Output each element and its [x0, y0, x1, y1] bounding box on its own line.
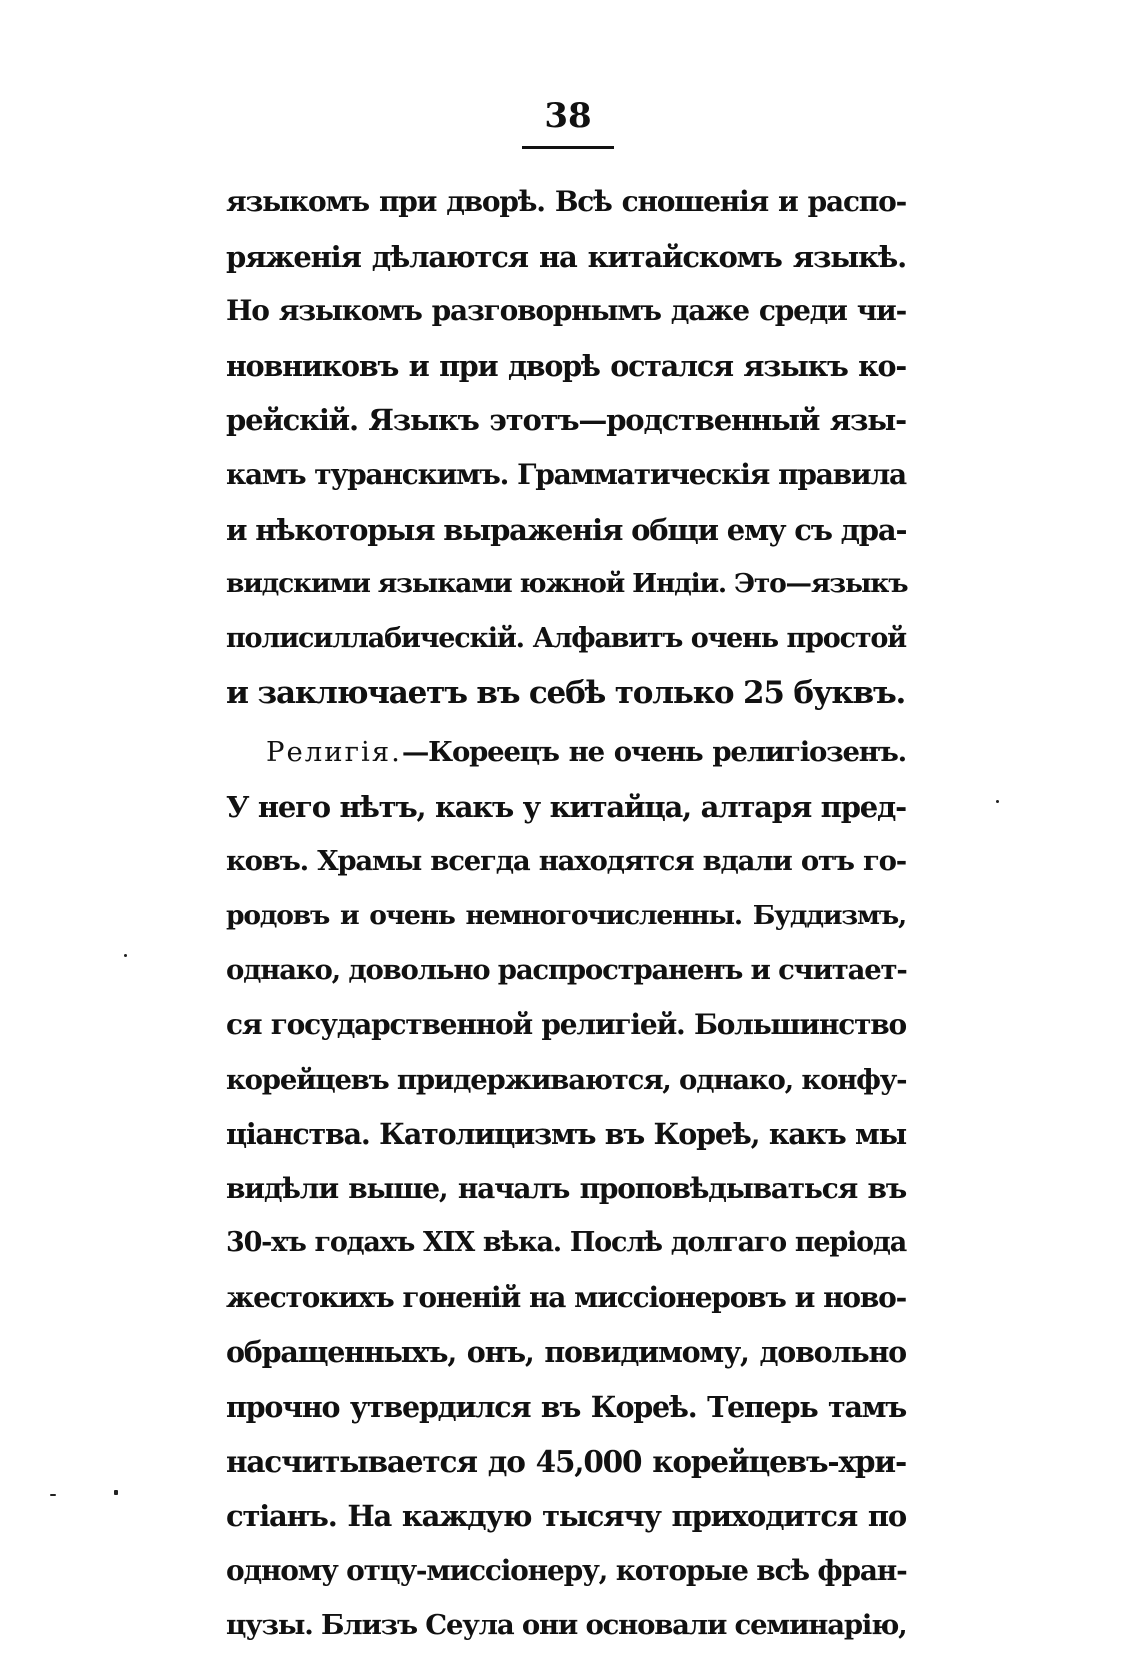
text-line: видскими языками южной Индіи. Это—языкъ	[226, 568, 908, 600]
text-line: стіанъ. На каждую тысячу приходится по	[226, 1499, 906, 1534]
text-line: цузы. Близъ Сеула они основали семинарію,	[226, 1609, 907, 1642]
text-line: видѣли выше, началъ проповѣдываться въ	[226, 1171, 906, 1205]
text-line: и нѣкоторыя выраженія общи ему съ дра-	[226, 512, 907, 547]
text-line: ціанства. Католицизмъ въ Кореѣ, какъ мы	[226, 1117, 906, 1152]
text-line: одному отцу-миссіонеру, которые всѣ фран-	[226, 1553, 907, 1587]
text-line: ковъ. Храмы всегда находятся вдали отъ го-	[226, 845, 906, 878]
text-line: однако, довольно распространенъ и считает-	[226, 954, 907, 987]
text-line: жестокихъ гоненій на миссіонеровъ и ново-	[226, 1280, 906, 1314]
text-line: полисиллабическій. Алфавитъ очень простой	[226, 622, 906, 654]
scan-speck	[114, 1490, 118, 1495]
section-heading: Религія.	[266, 735, 402, 768]
page-number: 38	[544, 96, 592, 136]
text-line: камъ туранскимъ. Грамматическія правила	[226, 457, 906, 491]
text-line	[226, 725, 906, 780]
page-number-rule	[522, 146, 614, 149]
text-line: языкомъ при дворѣ. Всѣ сношенія и распо-	[226, 185, 906, 218]
text-block	[226, 175, 906, 1653]
text-line: прочно утвердился въ Кореѣ. Теперь тамъ	[226, 1390, 906, 1425]
text-line: новниковъ и при дворѣ остался языкъ ко-	[226, 348, 906, 383]
text-line-rest: —Кореецъ не очень религіозенъ.	[401, 735, 906, 768]
text-line: корейцевъ придерживаются, однако, конфу-	[226, 1063, 907, 1096]
text-line: 30-хъ годахъ XIX вѣка. Послѣ долгаго періода	[226, 1227, 906, 1259]
text-line: и заключаетъ въ себѣ только 25 буквъ.	[226, 675, 906, 712]
text-line: ряженія дѣлаются на китайскомъ языкѣ.	[226, 239, 906, 274]
text-line: насчитывается до 45,000 корейцевъ-хри-	[226, 1443, 906, 1479]
text-line: обращенныхъ, онъ, повидимому, довольно	[226, 1335, 906, 1370]
text-line: У него нѣтъ, какъ у китайца, алтаря пред-	[226, 789, 906, 824]
text-line: рейскій. Языкъ этотъ—родственный язы-	[226, 403, 906, 438]
scan-speck	[50, 1494, 56, 1496]
scan-speck	[124, 954, 127, 957]
text-line: ся государственной религіей. Большинство	[226, 1007, 906, 1041]
text-line: родовъ и очень немногочисленны. Буддизмъ,	[226, 899, 906, 931]
text-line: Но языкомъ разговорнымъ даже среди чи-	[226, 294, 906, 328]
scan-speck	[996, 800, 999, 803]
